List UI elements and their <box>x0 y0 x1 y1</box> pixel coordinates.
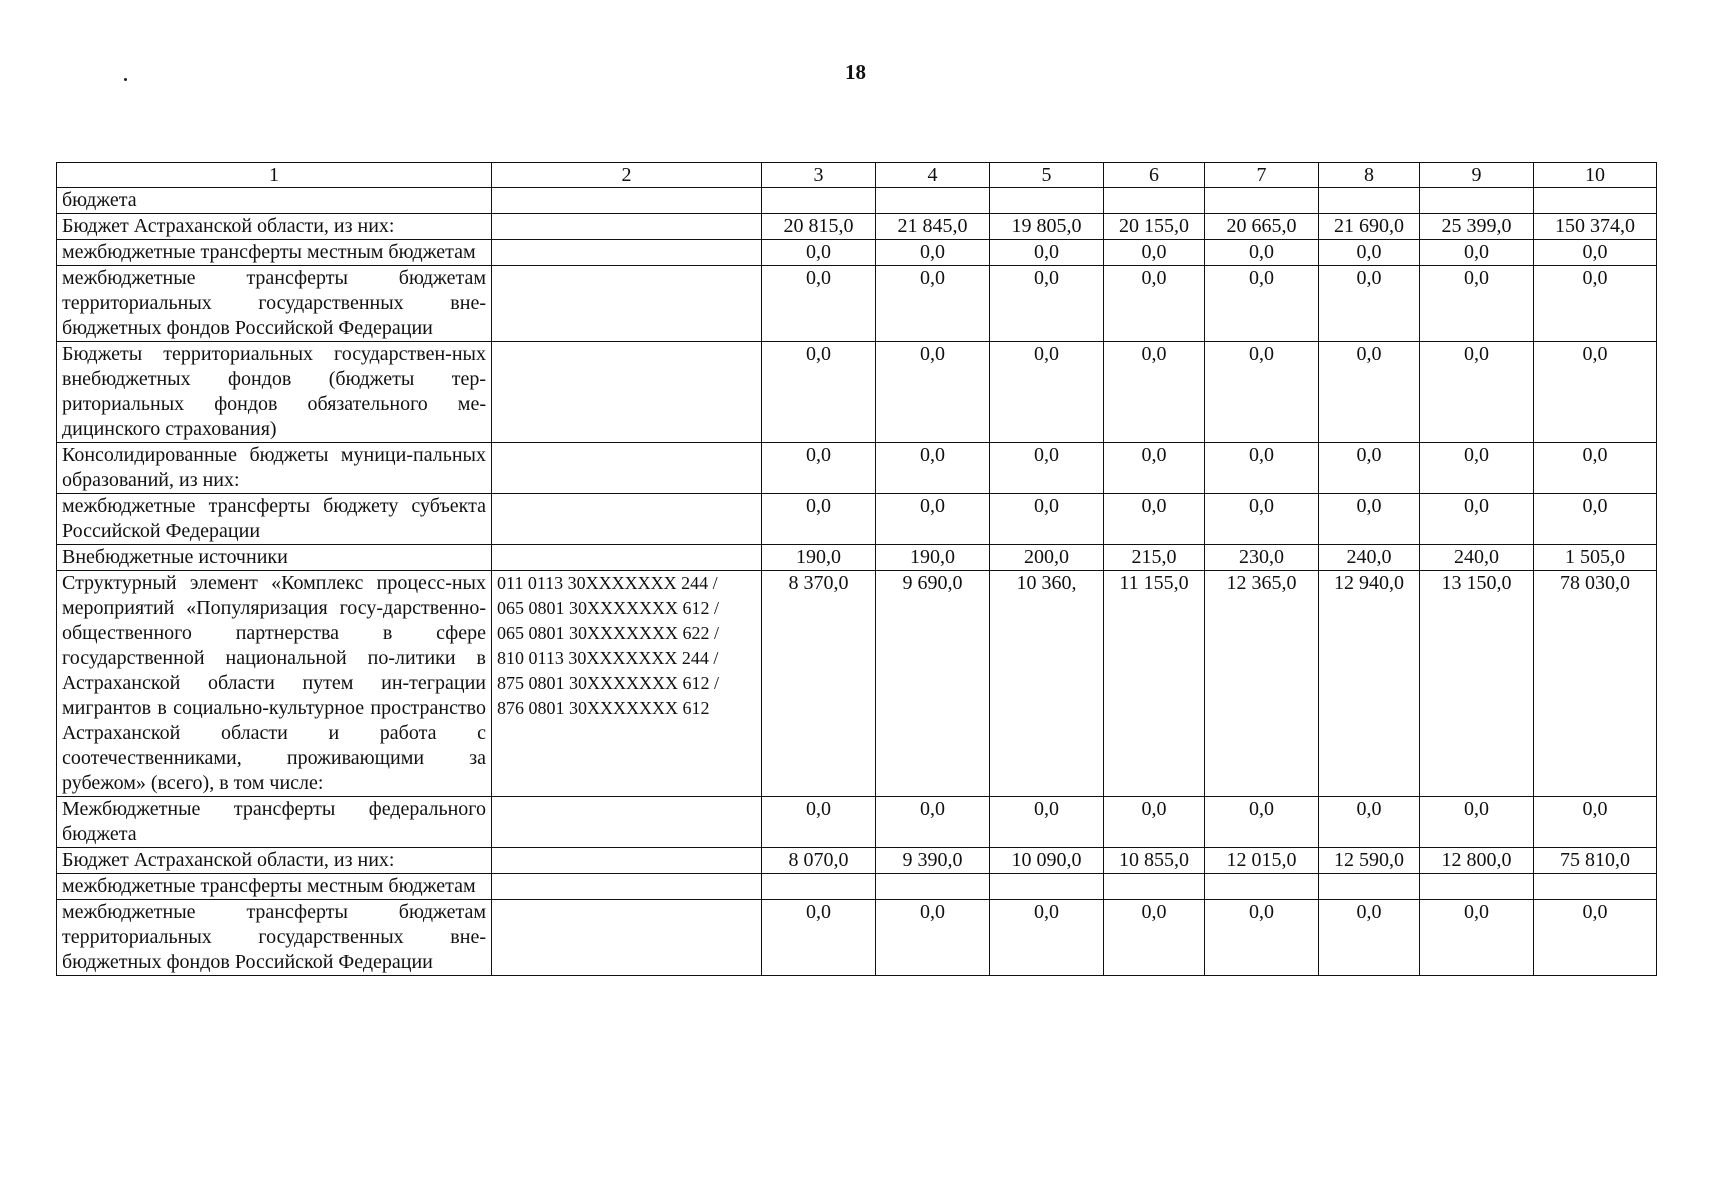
value-cell: 10 090,0 <box>990 848 1104 874</box>
page-number: 18 <box>845 60 866 84</box>
value-cell: 150 374,0 <box>1534 214 1657 240</box>
value-cell: 0,0 <box>1104 266 1205 342</box>
value-cell <box>762 874 876 900</box>
table-row <box>57 848 1657 874</box>
table-body <box>57 188 1657 976</box>
column-header: 5 <box>990 163 1104 188</box>
value-cell: 20 155,0 <box>1104 214 1205 240</box>
row-name-cell: межбюджетные трансферты местным бюджетам <box>57 874 492 900</box>
value-cell: 0,0 <box>1319 240 1420 266</box>
row-code-cell <box>492 342 762 443</box>
value-cell: 0,0 <box>1420 443 1534 494</box>
value-cell: 0,0 <box>1534 900 1657 976</box>
row-code-cell <box>492 797 762 848</box>
table-row <box>57 240 1657 266</box>
table-row <box>57 266 1657 342</box>
row-code-cell <box>492 848 762 874</box>
value-cell: 0,0 <box>1420 266 1534 342</box>
row-name-cell: Бюджеты территориальных государствен-ных внебюджетных фондов (бюджеты тер-риториальных фондов обязательного ме-дицинского страхования) <box>57 342 492 443</box>
value-cell: 12 940,0 <box>1319 571 1420 797</box>
value-cell: 0,0 <box>876 443 990 494</box>
value-cell: 0,0 <box>1104 443 1205 494</box>
value-cell: 0,0 <box>1420 342 1534 443</box>
value-cell <box>1420 188 1534 214</box>
value-cell: 0,0 <box>1534 443 1657 494</box>
value-cell: 0,0 <box>1534 797 1657 848</box>
value-cell: 10 360, <box>990 571 1104 797</box>
value-cell: 75 810,0 <box>1534 848 1657 874</box>
value-cell: 0,0 <box>1319 443 1420 494</box>
scan-speck <box>124 78 127 81</box>
row-name-cell: Внебюджетные источники <box>57 545 492 571</box>
value-cell <box>1205 188 1319 214</box>
value-cell <box>990 188 1104 214</box>
value-cell: 0,0 <box>1205 494 1319 545</box>
row-name-cell: Бюджет Астраханской области, из них: <box>57 214 492 240</box>
value-cell: 0,0 <box>990 443 1104 494</box>
value-cell: 0,0 <box>876 494 990 545</box>
value-cell <box>1534 874 1657 900</box>
row-code-cell <box>492 874 762 900</box>
value-cell <box>876 188 990 214</box>
value-cell: 10 855,0 <box>1104 848 1205 874</box>
table-row <box>57 571 1657 797</box>
table-row <box>57 545 1657 571</box>
column-header: 2 <box>492 163 762 188</box>
row-code-cell <box>492 494 762 545</box>
column-header: 9 <box>1420 163 1534 188</box>
value-cell: 20 665,0 <box>1205 214 1319 240</box>
value-cell: 0,0 <box>876 266 990 342</box>
value-cell: 0,0 <box>1534 240 1657 266</box>
column-header: 10 <box>1534 163 1657 188</box>
table-row <box>57 797 1657 848</box>
value-cell: 0,0 <box>876 342 990 443</box>
value-cell: 0,0 <box>762 797 876 848</box>
table-row <box>57 214 1657 240</box>
value-cell: 20 815,0 <box>762 214 876 240</box>
row-code-cell <box>492 240 762 266</box>
row-code-cell <box>492 900 762 976</box>
row-name-cell: межбюджетные трансферты бюджетам территориальных государственных вне-бюджетных фондов Российской Федерации <box>57 900 492 976</box>
value-cell: 0,0 <box>990 240 1104 266</box>
value-cell <box>1205 874 1319 900</box>
value-cell: 0,0 <box>1319 900 1420 976</box>
value-cell: 0,0 <box>1534 342 1657 443</box>
column-header: 8 <box>1319 163 1420 188</box>
value-cell: 12 800,0 <box>1420 848 1534 874</box>
value-cell: 0,0 <box>1420 240 1534 266</box>
value-cell <box>1319 188 1420 214</box>
column-header: 7 <box>1205 163 1319 188</box>
value-cell: 190,0 <box>876 545 990 571</box>
code-line: 065 0801 30ХХХХХХХ 612 / <box>497 598 719 618</box>
value-cell: 12 015,0 <box>1205 848 1319 874</box>
code-line: 065 0801 30ХХХХХХХ 622 / <box>497 623 719 643</box>
value-cell: 0,0 <box>1205 900 1319 976</box>
column-header: 3 <box>762 163 876 188</box>
row-name-cell: межбюджетные трансферты бюджету субъекта Российской Федерации <box>57 494 492 545</box>
value-cell: 0,0 <box>1205 342 1319 443</box>
column-header: 4 <box>876 163 990 188</box>
value-cell: 0,0 <box>990 797 1104 848</box>
value-cell: 0,0 <box>1104 494 1205 545</box>
value-cell: 0,0 <box>1104 900 1205 976</box>
table-row <box>57 188 1657 214</box>
value-cell: 25 399,0 <box>1420 214 1534 240</box>
value-cell: 215,0 <box>1104 545 1205 571</box>
value-cell: 1 505,0 <box>1534 545 1657 571</box>
table-header <box>57 163 1657 188</box>
value-cell: 0,0 <box>1205 443 1319 494</box>
value-cell: 19 805,0 <box>990 214 1104 240</box>
value-cell: 240,0 <box>1420 545 1534 571</box>
value-cell: 0,0 <box>762 900 876 976</box>
value-cell <box>1319 874 1420 900</box>
row-code-cell <box>492 214 762 240</box>
value-cell: 0,0 <box>762 240 876 266</box>
value-cell: 0,0 <box>876 797 990 848</box>
value-cell: 240,0 <box>1319 545 1420 571</box>
value-cell: 0,0 <box>1205 240 1319 266</box>
code-line: 876 0801 30ХХХХХХХ 612 <box>497 698 710 718</box>
budget-table <box>56 162 1657 976</box>
value-cell: 78 030,0 <box>1534 571 1657 797</box>
value-cell: 13 150,0 <box>1420 571 1534 797</box>
value-cell: 0,0 <box>1534 266 1657 342</box>
value-cell: 9 390,0 <box>876 848 990 874</box>
code-line: 011 0113 30ХХХХХХХ 244 / <box>497 573 718 593</box>
row-name-cell: Бюджет Астраханской области, из них: <box>57 848 492 874</box>
row-name-cell: межбюджетные трансферты бюджетам территориальных государственных вне-бюджетных фондов Российской Федерации <box>57 266 492 342</box>
value-cell: 0,0 <box>1205 266 1319 342</box>
row-code-cell <box>492 188 762 214</box>
value-cell <box>876 874 990 900</box>
value-cell: 0,0 <box>876 900 990 976</box>
value-cell <box>990 874 1104 900</box>
value-cell <box>1104 874 1205 900</box>
value-cell <box>1534 188 1657 214</box>
row-name-cell: Структурный элемент «Комплекс процесс-ных мероприятий «Популяризация госу-дарственно-общественного партнерства в сфере государственной национальной по-литики в Астраханской области путем ин-теграции мигрантов в социально-культурное пространство Астраханской области и работа с соотечественниками, проживающими за рубежом» (всего), в том числе: <box>57 571 492 797</box>
code-line: 875 0801 30ХХХХХХХ 612 / <box>497 673 719 693</box>
value-cell: 0,0 <box>1534 494 1657 545</box>
value-cell: 190,0 <box>762 545 876 571</box>
value-cell: 0,0 <box>1319 797 1420 848</box>
value-cell: 9 690,0 <box>876 571 990 797</box>
row-code-cell <box>492 443 762 494</box>
row-name-cell: бюджета <box>57 188 492 214</box>
value-cell: 11 155,0 <box>1104 571 1205 797</box>
value-cell: 0,0 <box>990 266 1104 342</box>
value-cell <box>1420 874 1534 900</box>
row-code-cell <box>492 266 762 342</box>
code-line: 810 0113 30ХХХХХХХ 244 / <box>497 648 719 668</box>
column-number-row <box>57 163 1657 188</box>
value-cell: 21 690,0 <box>1319 214 1420 240</box>
column-header: 6 <box>1104 163 1205 188</box>
value-cell: 0,0 <box>990 494 1104 545</box>
value-cell: 0,0 <box>762 443 876 494</box>
value-cell: 21 845,0 <box>876 214 990 240</box>
value-cell: 0,0 <box>762 342 876 443</box>
value-cell: 8 070,0 <box>762 848 876 874</box>
value-cell <box>1104 188 1205 214</box>
value-cell: 0,0 <box>762 494 876 545</box>
value-cell: 0,0 <box>1205 797 1319 848</box>
value-cell: 8 370,0 <box>762 571 876 797</box>
value-cell: 0,0 <box>1420 797 1534 848</box>
table-row <box>57 443 1657 494</box>
value-cell: 0,0 <box>762 266 876 342</box>
row-code-cell <box>492 571 762 797</box>
column-header: 1 <box>57 163 492 188</box>
value-cell: 0,0 <box>876 240 990 266</box>
table-row <box>57 494 1657 545</box>
value-cell: 0,0 <box>1319 494 1420 545</box>
table-row <box>57 342 1657 443</box>
table-row <box>57 874 1657 900</box>
value-cell: 12 590,0 <box>1319 848 1420 874</box>
value-cell: 0,0 <box>1104 240 1205 266</box>
value-cell: 0,0 <box>1420 900 1534 976</box>
value-cell: 230,0 <box>1205 545 1319 571</box>
value-cell: 12 365,0 <box>1205 571 1319 797</box>
value-cell: 200,0 <box>990 545 1104 571</box>
value-cell: 0,0 <box>1319 342 1420 443</box>
value-cell: 0,0 <box>1104 342 1205 443</box>
table-row <box>57 900 1657 976</box>
row-code-cell <box>492 545 762 571</box>
row-name-cell: Межбюджетные трансферты федерального бюджета <box>57 797 492 848</box>
value-cell: 0,0 <box>1319 266 1420 342</box>
row-name-cell: межбюджетные трансферты местным бюджетам <box>57 240 492 266</box>
value-cell <box>762 188 876 214</box>
value-cell: 0,0 <box>1420 494 1534 545</box>
value-cell: 0,0 <box>1104 797 1205 848</box>
value-cell: 0,0 <box>990 900 1104 976</box>
row-name-cell: Консолидированные бюджеты муници-пальных образований, из них: <box>57 443 492 494</box>
value-cell: 0,0 <box>990 342 1104 443</box>
